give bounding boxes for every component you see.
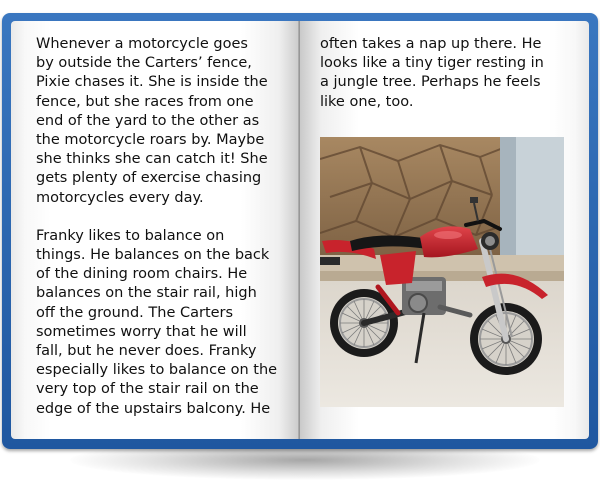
right-page [300, 21, 589, 439]
left-page-paragraph-1: Whenever a motorcycle goes by outside the Carters’ fence, Pixie chases it. She is inside the fence, but she races from one end of the yard to the other as the motorcycle roars by. Maybe she thinks she can catch it! She gets plenty of exercise chasing motorcycles every day. [36, 36, 268, 206]
right-page-paragraph-1: often takes a nap up there. He looks like a tiny tiger resting in a jungle tree. Perhaps he feels like one, too. [320, 36, 544, 110]
left-page-paragraph-2: Franky likes to balance on things. He balances on the back of the dining room chairs. He balances on the stair rail, high off the ground. The Carters sometimes worry that he will fall, but he never does. Franky especially likes to balance on the very top of the stair rail on the edge of the upstairs balcony. He [36, 227, 278, 417]
motorcycle-photo [320, 137, 564, 407]
left-page [11, 21, 300, 439]
